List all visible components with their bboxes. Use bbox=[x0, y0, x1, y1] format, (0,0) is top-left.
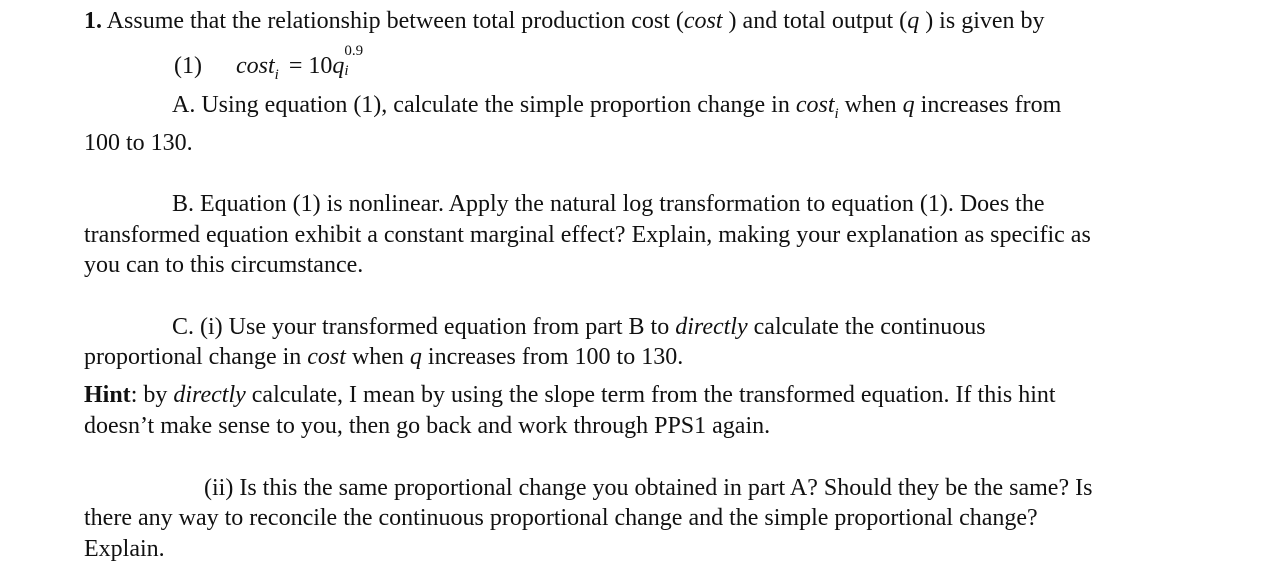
part-a-cost-sub: i bbox=[834, 106, 839, 122]
hint-line-2: doesn’t make sense to you, then go back and work through PPS1 again. bbox=[84, 413, 771, 439]
part-b-line-1: B. Equation (1) is nonlinear. Apply the natural log transformation to equation (1). Does the bbox=[172, 191, 1045, 217]
hint-line-1 bbox=[84, 381, 1056, 409]
hint-text-2: calculate, I mean by using the slope term from the transformed equation. If this hint bbox=[245, 382, 1056, 408]
cost-variable: cost bbox=[683, 8, 723, 34]
intro-text-1: Assume that the relationship between total production cost ( bbox=[102, 8, 684, 34]
equation-1 bbox=[174, 43, 364, 83]
part-c-cost-var: cost bbox=[307, 344, 346, 370]
part-c-line-2 bbox=[84, 343, 683, 371]
part-c-line-1 bbox=[172, 313, 986, 341]
question-number: 1. bbox=[84, 8, 102, 34]
part-a-text-2: when bbox=[838, 92, 903, 118]
part-c-q-var: q bbox=[409, 344, 422, 370]
part-c-ii-line-2: there any way to reconcile the continuous proportional change and the simple proportional change? bbox=[84, 505, 1038, 531]
hint-emphasis: directly bbox=[173, 382, 246, 408]
part-c-text-1: C. (i) Use your transformed equation from part B to bbox=[172, 314, 676, 340]
part-c-ii-line-3: Explain. bbox=[84, 536, 165, 562]
intro-text-2: ) and total output ( bbox=[728, 8, 908, 34]
part-a-q-var: q bbox=[902, 92, 915, 118]
part-a-line-2: 100 to 130. bbox=[84, 130, 193, 156]
equation-lhs-subscript: i bbox=[274, 67, 279, 83]
hint-label: Hint bbox=[84, 382, 131, 408]
equation-rhs-var: q bbox=[332, 53, 345, 79]
equation-lhs: cost bbox=[235, 53, 275, 79]
part-c-text-5: increases from 100 to 130. bbox=[421, 344, 684, 370]
equation-exponent: 0.9 bbox=[344, 43, 364, 59]
part-c-emphasis: directly bbox=[675, 314, 748, 340]
part-c-ii-line-1: (ii) Is this the same proportional change you obtained in part A? Should they be the same? Is bbox=[204, 475, 1093, 501]
part-c-text-3: proportional change in bbox=[84, 344, 308, 370]
part-a-line-1 bbox=[172, 91, 1062, 122]
equation-equals: = 10 bbox=[288, 53, 333, 79]
part-b-line-3: you can to this circumstance. bbox=[84, 252, 364, 278]
q-variable: q bbox=[907, 8, 920, 34]
part-b-line-2: transformed equation exhibit a constant marginal effect? Explain, making your explanation as specific as bbox=[84, 222, 1091, 248]
part-a-text-1: A. Using equation (1), calculate the simple proportion change in bbox=[172, 92, 796, 118]
question-intro bbox=[84, 7, 1045, 35]
part-a-text-3: increases from bbox=[914, 92, 1062, 118]
intro-text-3: ) is given by bbox=[925, 8, 1045, 34]
equation-label: (1) bbox=[174, 53, 202, 79]
part-c-text-2: calculate the continuous bbox=[747, 314, 986, 340]
equation-rhs-subscript: i bbox=[344, 63, 349, 79]
part-a-cost-var: cost bbox=[795, 92, 835, 118]
hint-text-1: : by bbox=[130, 382, 174, 408]
part-c-text-4: when bbox=[345, 344, 410, 370]
